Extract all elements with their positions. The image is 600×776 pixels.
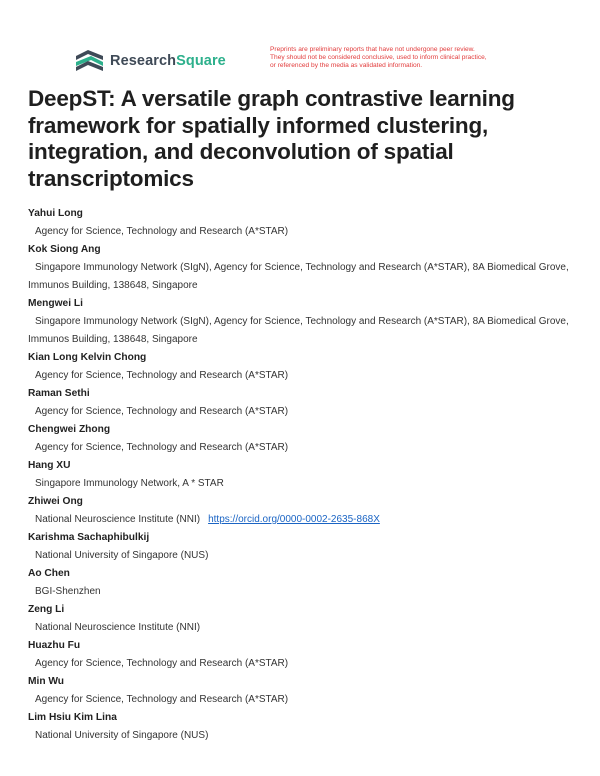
author-entry (28, 349, 573, 385)
author-name: Hang XU (28, 460, 71, 471)
author-affiliation-line (28, 691, 573, 709)
author-entry (28, 565, 573, 601)
author-affiliation: Agency for Science, Technology and Research (A*STAR) (35, 226, 289, 237)
author-affiliation: Agency for Science, Technology and Research (A*STAR) (35, 694, 289, 705)
author-affiliation-line (28, 511, 573, 529)
author-affiliation-line (28, 547, 573, 565)
author-affiliation-line (28, 727, 573, 745)
author-affiliation: Singapore Immunology Network (SIgN), Agency for Science, Technology and Research (A*STAR), 8A Biomedical Grove, Immunos Building, 138648, Singapore (28, 316, 569, 345)
disclaimer-line: or referenced by the media as validated information. (270, 62, 423, 69)
author-affiliation: Singapore Immunology Network (SIgN), Agency for Science, Technology and Research (A*STAR), 8A Biomedical Grove, Immunos Building, 138648, Singapore (28, 262, 569, 291)
author-affiliation: National Neuroscience Institute (NNI) (35, 622, 201, 633)
author-affiliation: Singapore Immunology Network, A * STAR (35, 478, 224, 489)
author-affiliation-line (28, 313, 573, 349)
author-affiliation-line (28, 223, 573, 241)
author-entry (28, 385, 573, 421)
author-name: Zhiwei Ong (28, 496, 83, 507)
author-name: Mengwei Li (28, 298, 83, 309)
author-name: Raman Sethi (28, 388, 90, 399)
author-entry (28, 205, 573, 241)
author-entry (28, 637, 573, 673)
author-entry (28, 529, 573, 565)
research-square-chevrons-icon (76, 50, 103, 72)
author-affiliation-line (28, 439, 573, 457)
author-affiliation: BGI-Shenzhen (35, 586, 101, 597)
author-entry (28, 673, 573, 709)
author-list (28, 205, 573, 745)
author-affiliation-line (28, 583, 573, 601)
author-affiliation: Agency for Science, Technology and Research (A*STAR) (35, 658, 289, 669)
author-name: Ao Chen (28, 568, 70, 579)
disclaimer-line: Preprints are preliminary reports that have not undergone peer review. (270, 46, 475, 53)
author-name: Kok Siong Ang (28, 244, 101, 255)
author-affiliation-line (28, 367, 573, 385)
author-name: Zeng Li (28, 604, 65, 615)
author-affiliation: National University of Singapore (NUS) (35, 550, 209, 561)
paper-title: DeepST: A versatile graph contrastive learning framework for spatially informed clustering, integration, and deconvolution of spatial transcriptomics (28, 86, 515, 191)
author-name: Kian Long Kelvin Chong (28, 352, 147, 363)
author-affiliation: Agency for Science, Technology and Research (A*STAR) (35, 406, 289, 417)
preprint-disclaimer (270, 46, 570, 70)
author-entry (28, 241, 573, 295)
orcid-link[interactable]: https://orcid.org/0000-0002-2635-868X (208, 514, 380, 525)
author-affiliation: Agency for Science, Technology and Research (A*STAR) (35, 370, 289, 381)
author-affiliation: Agency for Science, Technology and Research (A*STAR) (35, 442, 289, 453)
author-entry (28, 457, 573, 493)
author-affiliation: National University of Singapore (NUS) (35, 730, 209, 741)
author-name: Huazhu Fu (28, 640, 81, 651)
logo-word-research: Research (110, 53, 177, 69)
author-affiliation: National Neuroscience Institute (NNI) (35, 514, 201, 525)
author-affiliation-line (28, 259, 573, 295)
author-name: Min Wu (28, 676, 65, 687)
author-affiliation-line (28, 619, 573, 637)
logo-text (110, 53, 226, 69)
author-name: Chengwei Zhong (28, 424, 111, 435)
author-name: Karishma Sachaphibulkij (28, 532, 150, 543)
author-affiliation-line (28, 475, 573, 493)
author-entry (28, 421, 573, 457)
author-name: Yahui Long (28, 208, 83, 219)
preprint-header (76, 46, 576, 76)
author-name: Lim Hsiu Kim Lina (28, 712, 117, 723)
author-affiliation-line (28, 403, 573, 421)
author-entry (28, 295, 573, 349)
research-square-logo[interactable] (76, 50, 226, 72)
author-affiliation-line (28, 655, 573, 673)
author-entry (28, 709, 573, 745)
author-entry (28, 493, 573, 529)
disclaimer-line: They should not be considered conclusive, used to inform clinical practice, (270, 54, 487, 61)
author-entry (28, 601, 573, 637)
logo-word-square: Square (176, 53, 226, 69)
